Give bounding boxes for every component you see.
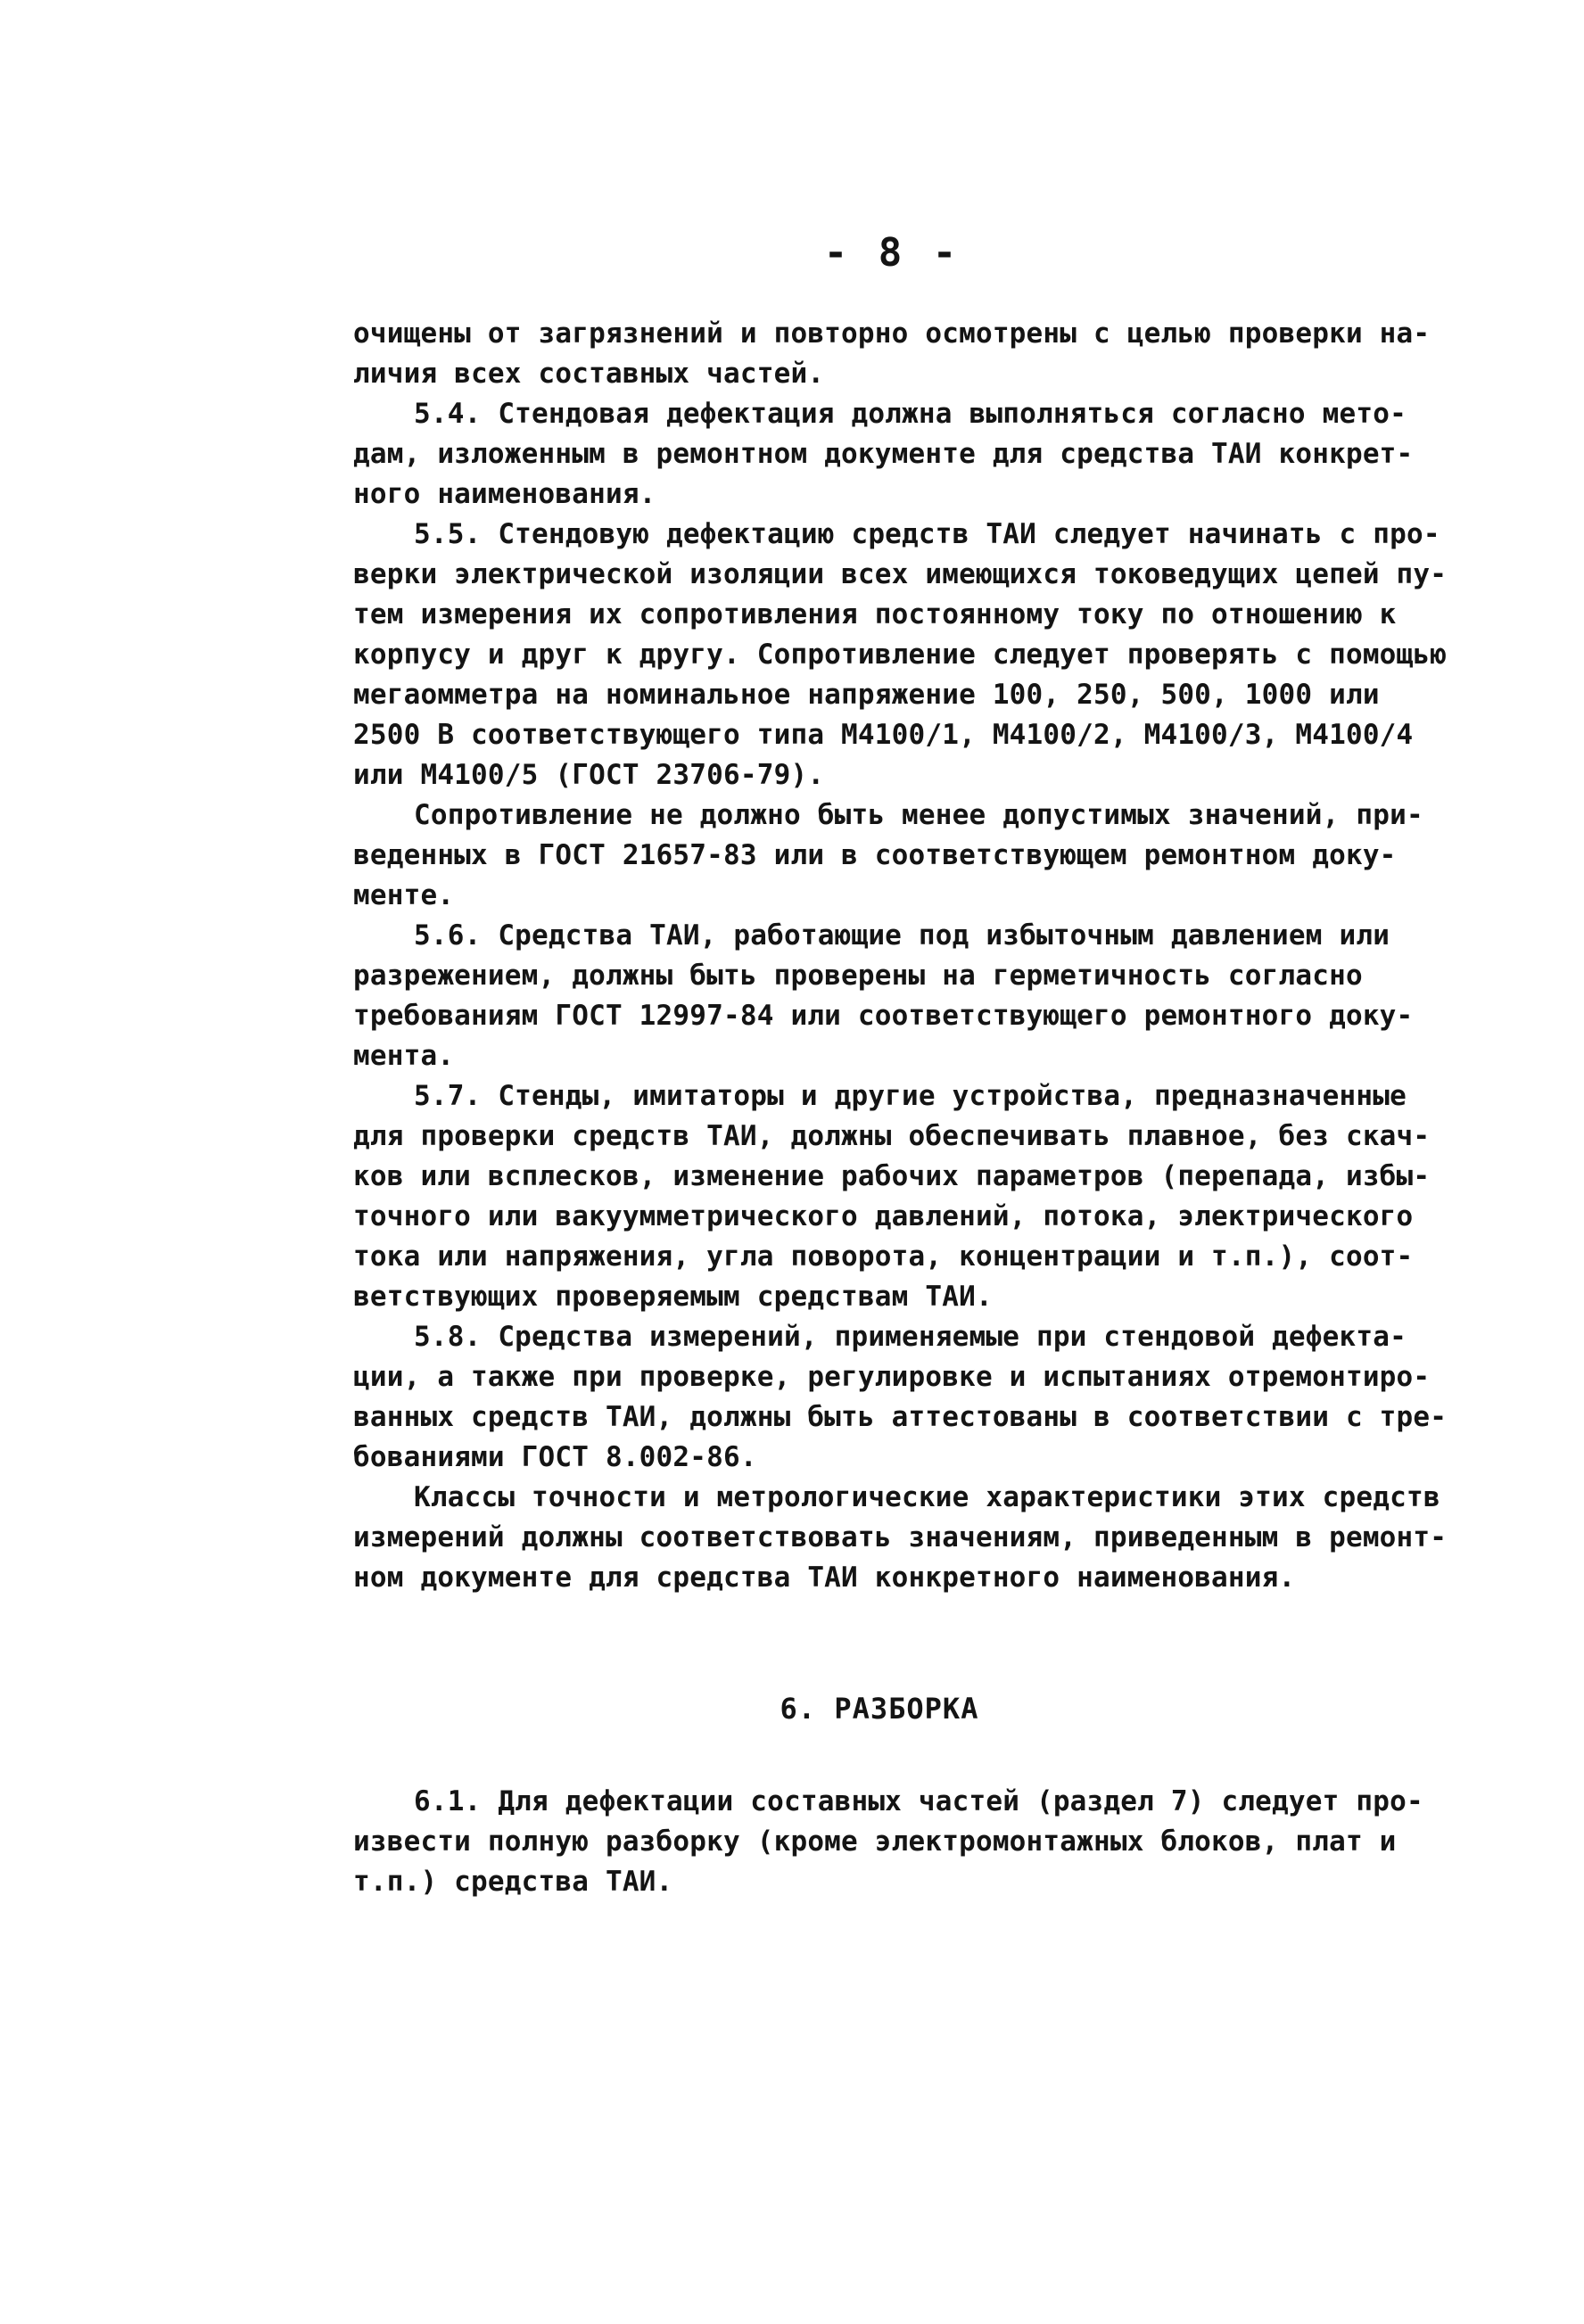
text-line: ветствующих проверяемым средствам ТАИ. bbox=[353, 1281, 993, 1313]
text-line: ков или всплесков, изменение рабочих параметров (перепада, избы- bbox=[353, 1160, 1431, 1192]
body-text bbox=[353, 314, 1477, 1598]
text-line: измерений должны соответствовать значениям, приведенным в ремонт- bbox=[353, 1521, 1448, 1553]
text-line: 6.1. Для дефектации составных частей (раздел 7) следует про- bbox=[414, 1785, 1423, 1817]
text-line: дам, изложенным в ремонтном документе для средства ТАИ конкрет- bbox=[353, 438, 1414, 470]
text-line: извести полную разборку (кроме электромонтажных блоков, плат и bbox=[353, 1825, 1397, 1858]
section-heading: 6. РАЗБОРКА bbox=[780, 1692, 979, 1726]
text-line: требованиям ГОСТ 12997-84 или соответствующего ремонтного доку- bbox=[353, 1000, 1414, 1032]
text-line: мегаомметра на номинальное напряжение 100, 250, 500, 1000 или bbox=[353, 679, 1380, 711]
text-line: точного или вакуумметрического давлений, потока, электрического bbox=[353, 1200, 1414, 1232]
text-line: очищены от загрязнений и повторно осмотрены с целью проверки на- bbox=[353, 317, 1431, 350]
text-line: тока или напряжения, угла поворота, концентрации и т.п.), соот- bbox=[353, 1240, 1414, 1273]
text-line: ного наименования. bbox=[353, 478, 656, 510]
text-line: личия всех составных частей. bbox=[353, 358, 825, 390]
text-line: ции, а также при проверке, регулировке и испытаниях отремонтиро- bbox=[353, 1361, 1431, 1393]
text-line: ном документе для средства ТАИ конкретного наименования. bbox=[353, 1562, 1296, 1594]
text-line: т.п.) средства ТАИ. bbox=[353, 1866, 673, 1898]
text-line: разрежением, должны быть проверены на герметичность согласно bbox=[353, 960, 1363, 992]
text-line: 5.8. Средства измерений, применяемые при стендовой дефекта- bbox=[414, 1321, 1407, 1353]
text-line: 5.7. Стенды, имитаторы и другие устройства, предназначенные bbox=[414, 1080, 1407, 1112]
text-line: 5.4. Стендовая дефектация должна выполняться согласно мето- bbox=[414, 398, 1407, 430]
text-line: корпусу и друг к другу. Сопротивление следует проверять с помощью bbox=[353, 639, 1448, 671]
page-number: - 8 - bbox=[823, 230, 961, 276]
text-line: ванных средств ТАИ, должны быть аттестованы в соответствии с тре- bbox=[353, 1401, 1448, 1433]
text-line: 5.6. Средства ТАИ, работающие под избыточным давлением или bbox=[414, 919, 1390, 952]
text-line: 5.5. Стендовую дефектацию средств ТАИ следует начинать с про- bbox=[414, 518, 1440, 550]
text-line: Классы точности и метрологические характеристики этих средств bbox=[414, 1481, 1440, 1513]
text-line: или М4100/5 (ГОСТ 23706-79). bbox=[353, 759, 825, 791]
text-line: Сопротивление не должно быть менее допустимых значений, при- bbox=[414, 799, 1423, 831]
text-line: верки электрической изоляции всех имеющихся токоведущих цепей пу- bbox=[353, 558, 1448, 590]
text-line: 2500 В соответствующего типа М4100/1, М4100/2, М4100/3, М4100/4 bbox=[353, 719, 1414, 751]
text-line: бованиями ГОСТ 8.002-86. bbox=[353, 1441, 757, 1473]
section-body-text bbox=[353, 1782, 1477, 1902]
text-line: мента. bbox=[353, 1040, 455, 1072]
text-line: менте. bbox=[353, 879, 455, 911]
text-line: для проверки средств ТАИ, должны обеспечивать плавное, без скач- bbox=[353, 1120, 1431, 1152]
text-line: тем измерения их сопротивления постоянному току по отношению к bbox=[353, 598, 1397, 630]
text-line: веденных в ГОСТ 21657-83 или в соответствующем ремонтном доку- bbox=[353, 839, 1397, 871]
